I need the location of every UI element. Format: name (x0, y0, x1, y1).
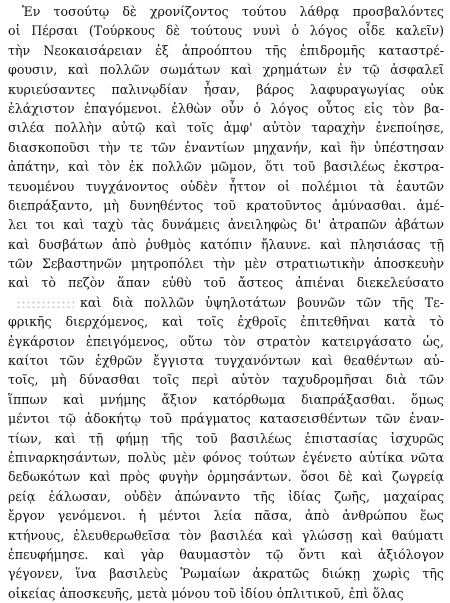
greek-text-block (8, 2, 444, 603)
text-line-fragment: καὶ διὰ πολλῶν ὑψηλοτάτων βουνῶν τῶν τῆς Τε- (80, 294, 444, 310)
text-line: Ἐν τοσούτῳ δὲ χρονίζοντος τούτου λάθρᾳ προσβαλόντες (22, 4, 444, 19)
text-line: διασκοποῦσι τὴν τε τῶν ἐναντίων μηχανήν, καὶ ἣν ὑπέστησαν (8, 139, 444, 155)
text-line: διεπράξαντο, μὴ δυνηθέντος τοῦ κρατοῦντος ἀμύνασθαι. ἀμέ- (8, 197, 444, 213)
text-line: γέγονεν, ἵνα βασιλεὺς Ῥωμαίων ἀκρατῶς διώκῃ χωρὶς τῆς (8, 566, 444, 582)
text-line: ἐπευφήμησε. καὶ γὰρ θαυμαστὸν τῷ ὄντι καὶ ἀξιόλογον (8, 546, 444, 562)
text-line: μέντοι τῷ ἀδοκήτῳ τοῦ πράγματος κατασεισθέντων τῶν ἐναν- (8, 411, 444, 427)
text-line: κτήνους, ἐλευθερωθεῖσα τὸν βασιλέα καὶ γλώσσῃ καὶ θαύματι (8, 527, 444, 543)
text-line: τίων, καὶ τῇ φήμῃ τῆς τοῦ βασιλέως ἐπιστασίας ἰσχυρῶς (8, 430, 444, 446)
text-line: καίτοι τῶν ἐχθρῶν ἔγγιστα τυγχανόντων καὶ θεαθέντων αὐ- (8, 353, 444, 369)
illegible-gap (16, 298, 74, 308)
text-line: καὶ δυσβάτων ἀπὸ ῥυθμὸς κατόπιν ἤλαυνε. καὶ πλησιάσας τῇ (8, 236, 444, 252)
text-line: ἐγκάρσιον ἐπειγόμενος, οὕτω τὸν στρατὸν κατειργάσατο ὡς, (8, 333, 444, 349)
text-line: κυριεύσαντες παλινῳδίαν ἦσαν, βάρος λαφυραγωγίας οὐκ (8, 81, 444, 97)
text-line: σιλέα πολλὴν αὐτῷ καὶ τοῖς ἀμφ' αὐτὸν ταραχὴν ἐνεποίησε, (8, 120, 444, 136)
text-line: φρικῆς διερχόμενος, καὶ τοῖς ἐχθροῖς ἐπιτεθῆναι κατὰ τὸ (8, 314, 444, 330)
text-line: ἵππων καὶ μνήμης ἄξιον κατόρθωμα διαπράξασθαι. ὅμως (8, 391, 444, 407)
text-line: τῶν Σεβαστηνῶν μητροπόλει τὴν μὲν στρατιωτικὴν ἀποσκευὴν (8, 256, 444, 272)
text-line: ἐλάχιστον ἐπαγόμενοι. ἐλθὼν οὖν ὁ λόγος οὗτος εἰς τὸν βα- (8, 100, 444, 116)
text-line: οἰκείας ἀποσκευῆς, μετὰ μόνου τοῦ ἰδίου ὁπλιτικοῦ, ἐπὶ ὅλας (8, 585, 404, 601)
text-line: δεδωκότων καὶ πρὸς φυγὴν ὁρμησάντων. ὅσοι δὲ καὶ ζωγρείᾳ (8, 469, 444, 485)
text-line: τοῖς, μὴ δύνασθαι τοῖς περὶ αὐτὸν ταχυδρομῆσαι διὰ τῶν (8, 372, 444, 388)
text-line-with-gap (8, 293, 444, 312)
text-line: λει τοι καὶ ταχὺ τὰς δυνάμεις ἀνειληφὼς δι' ἀτραπῶν ἀβάτων (8, 217, 444, 233)
text-line: ἐπιναρκησάντων, πολὺς μὲν φόνος τούτων ἐγένετο αὐτίκα νῶτα (8, 449, 444, 465)
text-line: ρείᾳ ἑάλωσαν, οὐδὲν ἀπώναντο τῆς ἰδίας ζωῆς, μαχαίρας (8, 488, 444, 504)
text-line: ἀπάτην, καὶ τὸν ἐκ πολλῶν μῶμον, ὅτι τοῦ βασιλέως ἐκστρα- (8, 159, 444, 175)
text-line: τὴν Νεοκαισάρειαν ἐξ ἀπροόπτου τῆς ἐπιδρομῆς καταστρέ- (8, 42, 444, 58)
text-line: ἔργον γενόμενοι. ἡ μέντοι λεία πᾶσα, ἀπὸ ἀνθρώπου ἕως (8, 508, 444, 524)
text-line: οἱ Πέρσαι (Τούρκους δὲ τούτους νυνὶ ὁ λόγος οἶδε καλεῖν) (8, 23, 444, 39)
text-line: τευομένου τυγχάνοντος οὐδὲν ἧττον οἱ πολέμιοι τὰ ἑαυτῶν (8, 178, 444, 194)
text-line: φουσιν, καὶ πολλῶν σωμάτων καὶ χρημάτων ἐν τῷ ἀσφαλεῖ (8, 62, 444, 78)
text-line: καὶ τὸ πεζὸν ἅπαν εὐθὺ τοῦ ἄστεος ἀπιέναι διεκελεύσατο (8, 275, 444, 291)
